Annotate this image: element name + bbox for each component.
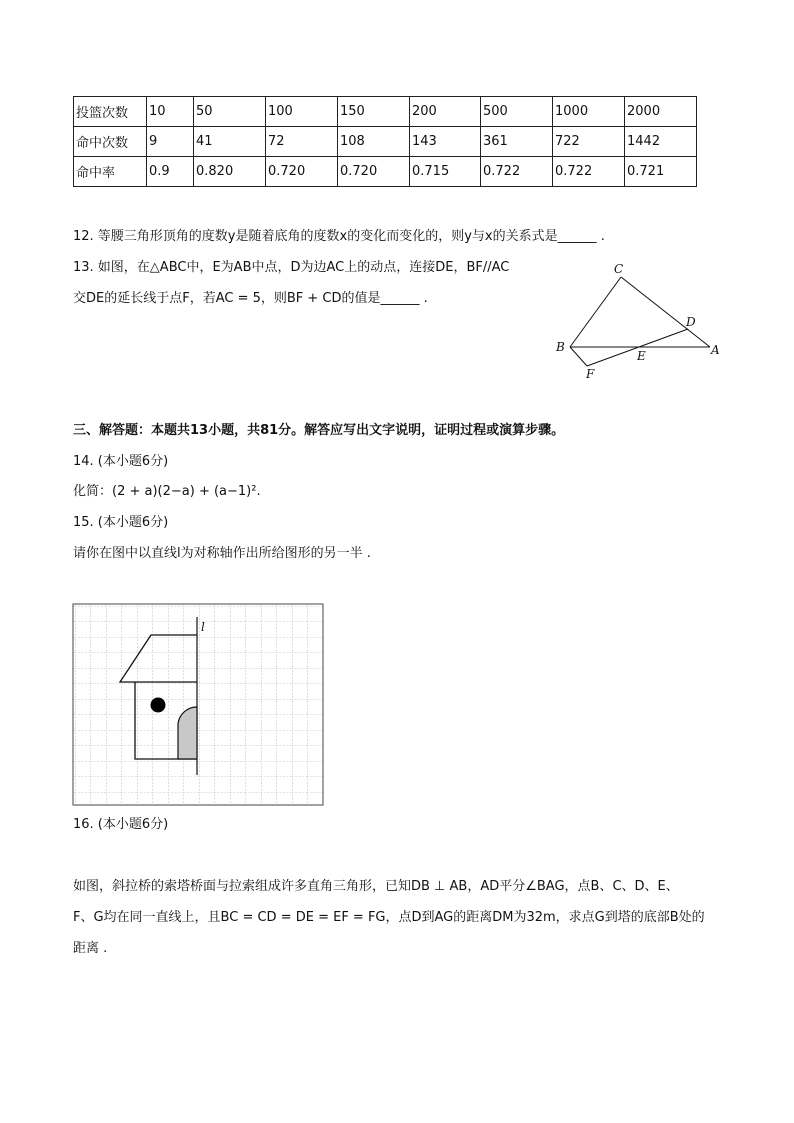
table-cell: 0.722: [481, 157, 553, 187]
question-14-body: 化简：(2 + a)(2−a) + (a−1)².: [73, 484, 261, 499]
table-cell: 0.720: [338, 157, 410, 187]
label-c: C: [614, 262, 624, 276]
question-16-title: 16. (本小题6分): [73, 817, 169, 832]
label-d: D: [686, 315, 696, 329]
table-cell: 1442: [625, 127, 697, 157]
axis-label-l: l: [201, 620, 205, 634]
table-cell: 200: [410, 97, 481, 127]
table-cell: 50: [194, 97, 266, 127]
label-a: A: [711, 343, 720, 357]
question-13-line-2: 交DE的延长线于点F，若AC = 5，则BF + CD的值是______ .: [73, 291, 428, 306]
table-cell: 投篮次数: [74, 97, 147, 127]
triangle-figure: [550, 258, 730, 388]
table-cell: 108: [338, 127, 410, 157]
grid-background: [73, 604, 323, 805]
label-f: F: [586, 367, 595, 381]
table-row: [74, 157, 697, 187]
table-cell: 9: [147, 127, 194, 157]
window-dot: [151, 698, 166, 713]
table-cell: 0.820: [194, 157, 266, 187]
table-cell: 0.9: [147, 157, 194, 187]
question-14-title: 14. (本小题6分): [73, 454, 169, 469]
table-row: [74, 97, 697, 127]
section-3-heading: 三、解答题：本题共13小题，共81分。解答应写出文字说明，证明过程或演算步骤。: [73, 423, 565, 438]
question-16-line-3: 距离 .: [73, 941, 108, 956]
question-13-line-1: 13. 如图，在△ABC中，E为AB中点，D为边AC上的动点，连接DE，BF//AC: [73, 260, 510, 275]
table-cell: 722: [553, 127, 625, 157]
question-16-line-2: F、G均在同一直线上，且BC = CD = DE = EF = FG，点D到AG的距离DM为32m，求点G到塔的底部B处的: [73, 910, 705, 925]
table-cell: 1000: [553, 97, 625, 127]
table-cell: 0.722: [553, 157, 625, 187]
table-cell: 2000: [625, 97, 697, 127]
segment-bf: [570, 347, 587, 366]
table-cell: 0.721: [625, 157, 697, 187]
table-cell: 100: [266, 97, 338, 127]
table-cell: 41: [194, 127, 266, 157]
door-half: [178, 707, 197, 759]
table-cell: 143: [410, 127, 481, 157]
table-row: [74, 127, 697, 157]
question-12: 12. 等腰三角形顶角的度数y是随着底角的度数x的变化而变化的，则y与x的关系式是______ .: [73, 229, 605, 244]
table-cell: 72: [266, 127, 338, 157]
table-cell: 361: [481, 127, 553, 157]
table-cell: 500: [481, 97, 553, 127]
segment-bc: [570, 277, 621, 347]
table-cell: 0.720: [266, 157, 338, 187]
stats-table: [73, 96, 697, 187]
question-15-title: 15. (本小题6分): [73, 515, 169, 530]
table-cell: 0.715: [410, 157, 481, 187]
segment-ca: [621, 277, 710, 347]
question-15-body: 请你在图中以直线l为对称轴作出所给图形的另一半 .: [73, 546, 371, 561]
label-b: B: [556, 340, 565, 354]
table-cell: 10: [147, 97, 194, 127]
table-cell: 150: [338, 97, 410, 127]
table-cell: 命中次数: [74, 127, 147, 157]
label-e: E: [637, 349, 646, 363]
table-cell: 命中率: [74, 157, 147, 187]
grid-figure: [72, 603, 325, 808]
question-16-line-1: 如图，斜拉桥的索塔桥面与拉索组成许多直角三角形，已知DB ⊥ AB，AD平分∠BAG，点B、C、D、E、: [73, 879, 679, 894]
